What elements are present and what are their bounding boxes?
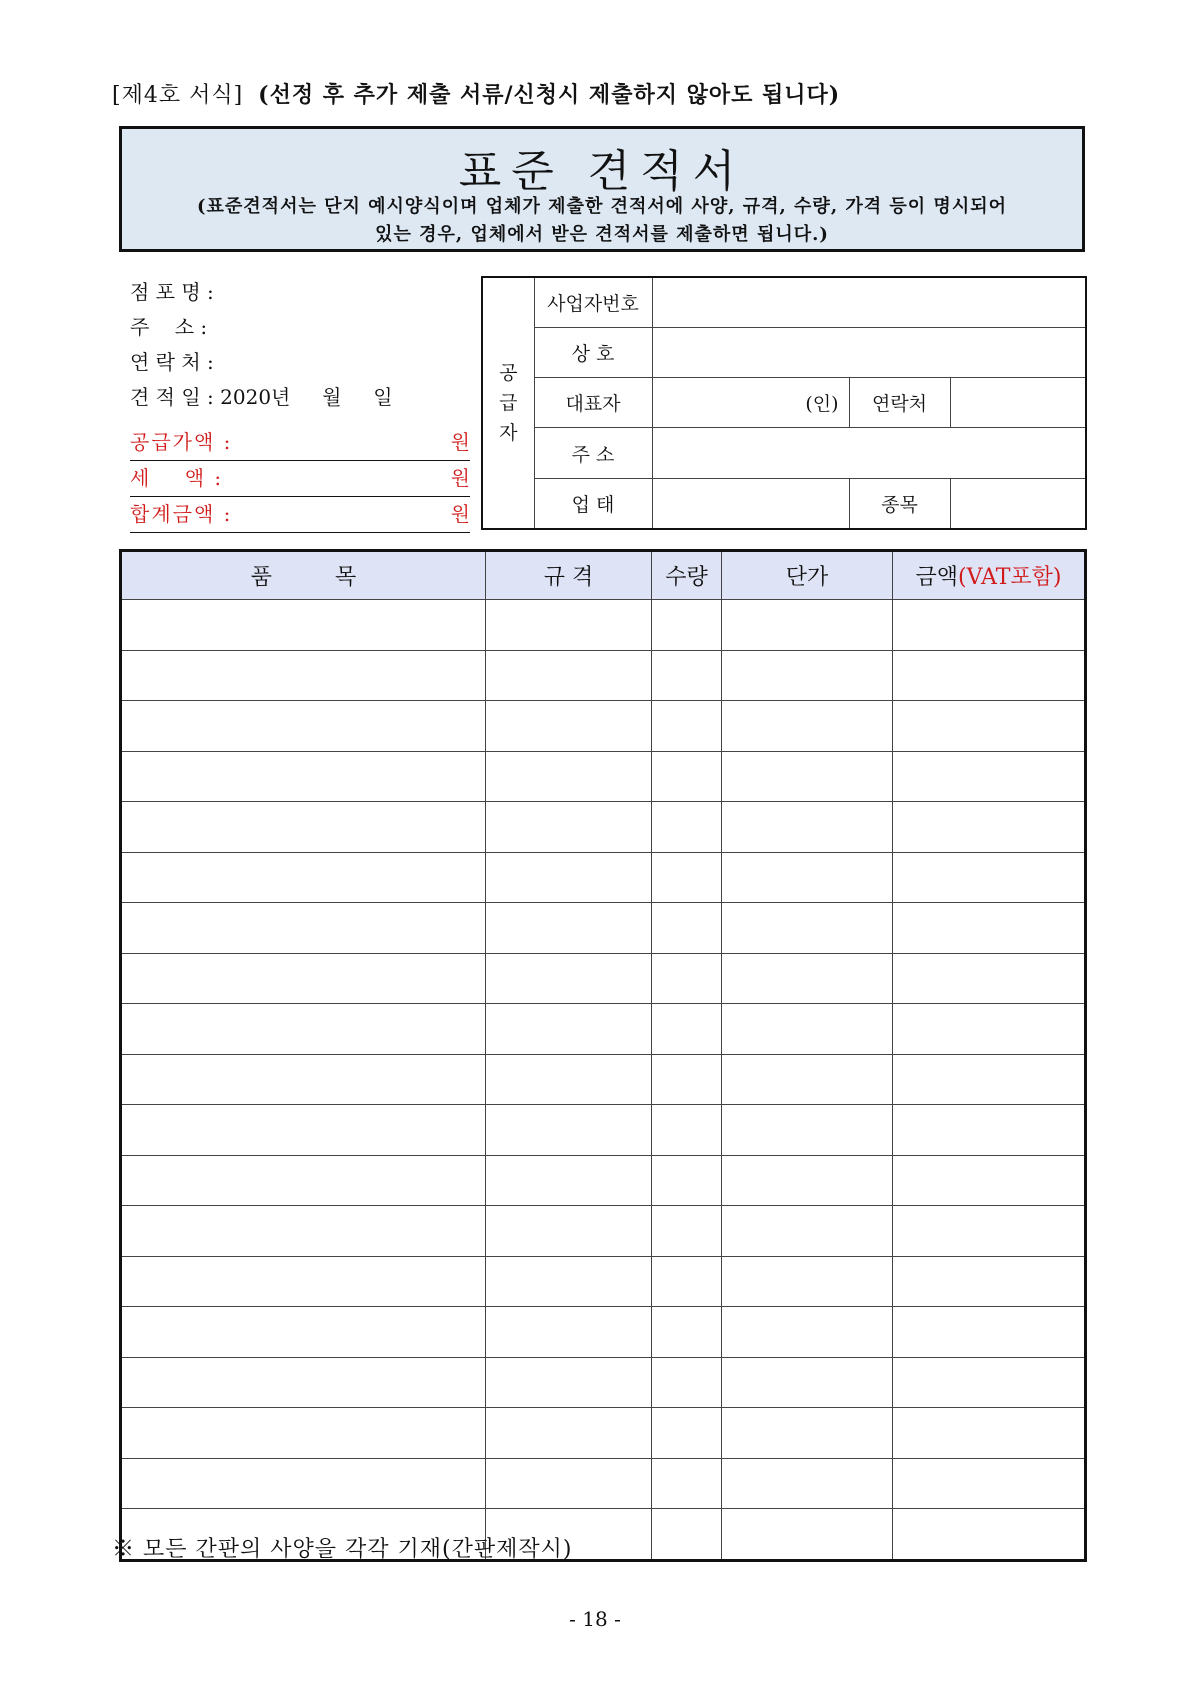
header-amount [893, 551, 1086, 600]
address-label: 주 소 : [130, 315, 208, 339]
total-amount-label: 합계금액 : [130, 502, 233, 526]
document-title: 표준 견적서 [458, 146, 746, 197]
amount-cell[interactable] [893, 1105, 1086, 1156]
footnote: ※ 모든 간판의 사양을 각각 기재(간판제작시) [112, 1537, 573, 1562]
item-cell[interactable] [121, 1105, 486, 1156]
item-cell[interactable] [121, 1357, 486, 1408]
spec-cell[interactable] [486, 1458, 652, 1509]
amount-cell[interactable] [893, 903, 1086, 954]
amount-cell[interactable] [893, 852, 1086, 903]
spec-cell[interactable] [486, 802, 652, 853]
tax-amount-label: 세 액 : [130, 466, 224, 490]
supplier-side-char-2: 급 [499, 392, 518, 414]
supplier-side-char-3: 자 [499, 422, 518, 444]
spec-cell[interactable] [486, 903, 652, 954]
form-note: (선정 후 추가 제출 서류/신청시 제출하지 않아도 됩니다) [258, 82, 841, 108]
table-row [121, 953, 1086, 1004]
amount-cell[interactable] [893, 1206, 1086, 1257]
recipient-info [130, 275, 470, 533]
item-cell[interactable] [121, 1408, 486, 1459]
spec-cell[interactable] [486, 751, 652, 802]
company-name-field[interactable] [652, 328, 1086, 378]
spec-cell[interactable] [486, 1256, 652, 1307]
spec-cell[interactable] [486, 953, 652, 1004]
item-cell[interactable] [121, 1155, 486, 1206]
table-row [121, 1357, 1086, 1408]
unit-price-cell[interactable] [722, 1206, 893, 1257]
supply-amount-row [130, 425, 470, 461]
amount-cell[interactable] [893, 1357, 1086, 1408]
spec-cell[interactable] [486, 600, 652, 651]
business-category-field[interactable] [950, 478, 1086, 529]
contact-row [130, 345, 470, 380]
supplier-side-char-1: 공 [499, 362, 518, 384]
item-cell[interactable] [121, 1054, 486, 1105]
unit-price-cell[interactable] [722, 1408, 893, 1459]
quote-date-label: 견 적 일 : [130, 385, 214, 409]
business-category-label: 종목 [849, 478, 950, 529]
unit-price-cell[interactable] [722, 1105, 893, 1156]
title-box [119, 126, 1085, 252]
spec-cell[interactable] [486, 1307, 652, 1358]
spec-cell[interactable] [486, 852, 652, 903]
supply-amount-label: 공급가액 : [130, 430, 233, 454]
table-row [121, 1408, 1086, 1459]
title-description [138, 193, 1066, 249]
header-qty: 수량 [652, 551, 722, 600]
qty-cell[interactable] [652, 1256, 722, 1307]
item-cell[interactable] [121, 1206, 486, 1257]
unit-price-cell[interactable] [722, 953, 893, 1004]
header-spec: 규 격 [486, 551, 652, 600]
amount-cell[interactable] [893, 1256, 1086, 1307]
header-item: 품 목 [121, 551, 486, 600]
spec-cell[interactable] [486, 1408, 652, 1459]
total-amount-row [130, 497, 470, 533]
seal-text: (인) [805, 393, 839, 416]
spec-cell[interactable] [486, 1357, 652, 1408]
qty-cell[interactable] [652, 852, 722, 903]
unit-price-cell[interactable] [722, 1054, 893, 1105]
spec-cell[interactable] [486, 1155, 652, 1206]
phone-field[interactable] [950, 378, 1086, 428]
item-cell[interactable] [121, 1458, 486, 1509]
table-row [121, 852, 1086, 903]
amount-cell[interactable] [893, 1307, 1086, 1358]
representative-field[interactable] [652, 378, 849, 428]
qty-cell[interactable] [652, 701, 722, 752]
quote-date-value: 2020년 월 일 [220, 385, 393, 409]
amount-cell[interactable] [893, 1408, 1086, 1459]
address-row [130, 310, 470, 345]
table-row [121, 1458, 1086, 1509]
table-row [121, 1307, 1086, 1358]
tax-amount-row [130, 461, 470, 497]
store-name-label: 점 포 명 : [130, 280, 214, 304]
page-number: - 18 - [569, 1607, 621, 1631]
items-table [119, 549, 1087, 1562]
qty-cell[interactable] [652, 1357, 722, 1408]
qty-cell[interactable] [652, 802, 722, 853]
items-header-row [121, 551, 1086, 600]
tax-amount-unit: 원 [450, 466, 470, 490]
unit-price-cell[interactable] [722, 903, 893, 954]
representative-label: 대표자 [534, 378, 652, 428]
table-row [121, 903, 1086, 954]
item-cell[interactable] [121, 600, 486, 651]
amount-cell[interactable] [893, 1054, 1086, 1105]
amount-cell[interactable] [893, 1509, 1086, 1561]
unit-price-cell[interactable] [722, 1509, 893, 1561]
spec-cell[interactable] [486, 1054, 652, 1105]
table-row [121, 701, 1086, 752]
qty-cell[interactable] [652, 1206, 722, 1257]
unit-price-cell[interactable] [722, 600, 893, 651]
qty-cell[interactable] [652, 1004, 722, 1055]
phone-label: 연락처 [849, 378, 950, 428]
biz-no-field[interactable] [652, 277, 1086, 328]
amount-cell[interactable] [893, 600, 1086, 651]
unit-price-cell[interactable] [722, 701, 893, 752]
item-cell[interactable] [121, 650, 486, 701]
unit-price-cell[interactable] [722, 802, 893, 853]
spec-cell[interactable] [486, 650, 652, 701]
item-cell[interactable] [121, 1004, 486, 1055]
supplier-side-label [482, 277, 534, 529]
business-type-label: 업 태 [534, 478, 652, 529]
amount-cell[interactable] [893, 751, 1086, 802]
amount-cell[interactable] [893, 1004, 1086, 1055]
table-row [121, 1256, 1086, 1307]
amount-cell[interactable] [893, 701, 1086, 752]
unit-price-cell[interactable] [722, 1256, 893, 1307]
spec-cell[interactable] [486, 1105, 652, 1156]
amount-cell[interactable] [893, 1458, 1086, 1509]
supply-amount-unit: 원 [450, 430, 470, 454]
item-cell[interactable] [121, 852, 486, 903]
item-cell[interactable] [121, 701, 486, 752]
item-cell[interactable] [121, 1307, 486, 1358]
form-header [112, 78, 840, 109]
qty-cell[interactable] [652, 953, 722, 1004]
description-line-1: (표준견적서는 단지 예시양식이며 업체가 제출한 견적서에 사양, 규격, 수량, 가격 등이 명시되어 [197, 196, 1007, 217]
unit-price-cell[interactable] [722, 1458, 893, 1509]
table-row [121, 600, 1086, 651]
header-amount-note: (VAT포함) [958, 565, 1062, 590]
qty-cell[interactable] [652, 600, 722, 651]
spec-cell[interactable] [486, 1206, 652, 1257]
qty-cell[interactable] [652, 903, 722, 954]
spec-cell[interactable] [486, 1004, 652, 1055]
qty-cell[interactable] [652, 1054, 722, 1105]
description-line-2: 있는 경우, 업체에서 받은 견적서를 제출하면 됩니다.) [375, 224, 829, 245]
total-amount-unit: 원 [450, 502, 470, 526]
store-name-row [130, 275, 470, 310]
unit-price-cell[interactable] [722, 1307, 893, 1358]
biz-no-label: 사업자번호 [534, 277, 652, 328]
spec-cell[interactable] [486, 701, 652, 752]
qty-cell[interactable] [652, 650, 722, 701]
supplier-table [481, 276, 1087, 530]
qty-cell[interactable] [652, 1307, 722, 1358]
table-row [121, 1105, 1086, 1156]
item-cell[interactable] [121, 903, 486, 954]
header-unit-price: 단가 [722, 551, 893, 600]
amount-cell[interactable] [893, 953, 1086, 1004]
table-row [121, 1206, 1086, 1257]
amount-cell[interactable] [893, 802, 1086, 853]
unit-price-cell[interactable] [722, 1155, 893, 1206]
table-row [121, 1054, 1086, 1105]
table-row [121, 1004, 1086, 1055]
table-row [121, 751, 1086, 802]
unit-price-cell[interactable] [722, 1004, 893, 1055]
quote-date-row [130, 380, 470, 415]
qty-cell[interactable] [652, 751, 722, 802]
table-row [121, 1155, 1086, 1206]
qty-cell[interactable] [652, 1155, 722, 1206]
qty-cell[interactable] [652, 1105, 722, 1156]
qty-cell[interactable] [652, 1458, 722, 1509]
unit-price-cell[interactable] [722, 650, 893, 701]
amount-cell[interactable] [893, 1155, 1086, 1206]
table-row [121, 802, 1086, 853]
unit-price-cell[interactable] [722, 751, 893, 802]
item-cell[interactable] [121, 953, 486, 1004]
item-cell[interactable] [121, 751, 486, 802]
contact-label: 연 락 처 : [130, 350, 214, 374]
unit-price-cell[interactable] [722, 852, 893, 903]
qty-cell[interactable] [652, 1408, 722, 1459]
qty-cell[interactable] [652, 1509, 722, 1561]
form-number-label: [제4호 서식] [112, 83, 244, 108]
unit-price-cell[interactable] [722, 1357, 893, 1408]
header-amount-label: 금액 [915, 565, 959, 590]
table-row [121, 650, 1086, 701]
business-type-field[interactable] [652, 478, 849, 529]
supplier-address-label: 주 소 [534, 428, 652, 478]
item-cell[interactable] [121, 802, 486, 853]
amount-cell[interactable] [893, 650, 1086, 701]
items-body [121, 600, 1086, 1561]
supplier-address-field[interactable] [652, 428, 1086, 478]
item-cell[interactable] [121, 1256, 486, 1307]
company-name-label: 상 호 [534, 328, 652, 378]
